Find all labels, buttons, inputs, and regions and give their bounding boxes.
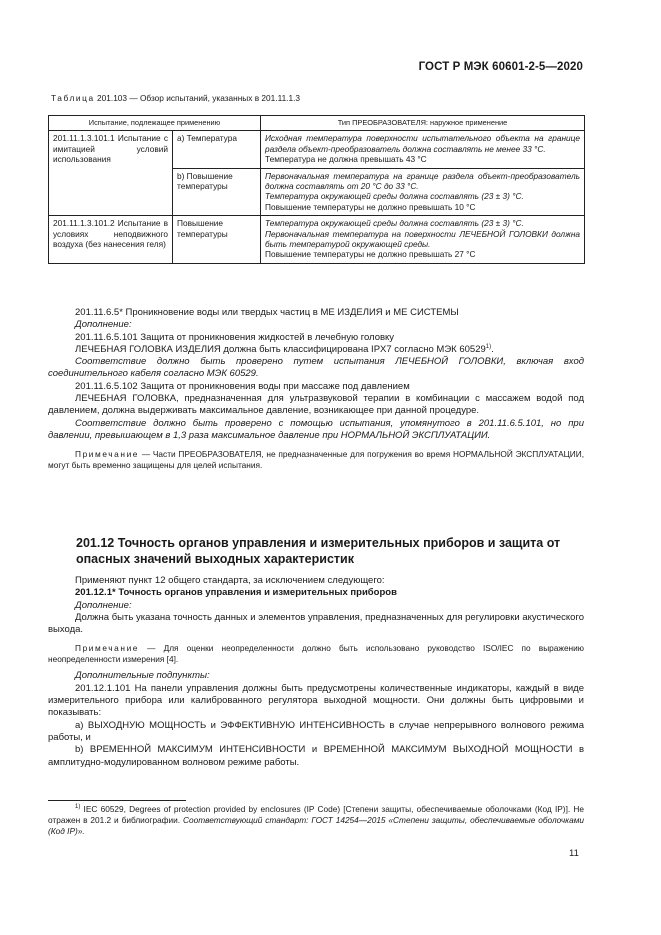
section-heading: 201.12 Точность органов управления и измерительных приборов и защита от опасных значений выходных характеристик: [76, 536, 561, 566]
requirement-text: Должна быть указана точность данных и элементов управления, предназначенных для регулировки акустического выхода.: [48, 611, 584, 636]
subclause-title: 201.11.6.5.102 Защита от проникновения воды при массаже под давлением: [75, 380, 410, 392]
table-desc-italic: Первоначальная температура на поверхности ЛЕЧЕБНОЙ ГОЛОВКИ должна быть температурой окружающей среды.: [265, 228, 580, 250]
standard-header: ГОСТ Р МЭК 60601-2-5—2020: [418, 61, 583, 73]
table-row: [49, 131, 585, 168]
note: [48, 449, 584, 471]
note-text: — Для оценки неопределенности должно быть использовано руководство ISO/IEC по выражению неопределенности измерения [4].: [48, 643, 584, 665]
subclause-title: 201.11.6.5.101 Защита от проникновения жидкостей в лечебную головку: [75, 331, 395, 343]
requirement-text: 201.12.1.101 На панели управления должны быть предусмотрены количественные индикаторы, каждый в виде измерительного прибора или калиброванного регулятора выходной мощности. Они должны быть цифровыми и показывать:: [48, 682, 584, 719]
table-desc-italic: Исходная температура поверхности испытательного объекта на границе раздела объект-преобразователь должна составлять не менее 33 °C.: [265, 133, 580, 154]
body-text-block: [48, 307, 584, 471]
table-cell-test: 201.11.1.3.101.1 Испытание с имитацией условий использования: [49, 131, 173, 216]
table-col-header-test: Испытание, подлежащее применению: [49, 116, 261, 131]
table-cell-desc: [261, 216, 585, 264]
table-header-row: [49, 116, 585, 131]
clause-title: 201.11.6.5* Проникновение воды или твердых частиц в МЕ ИЗДЕЛИЯ и МЕ СИСТЕМЫ: [75, 307, 459, 318]
table-row: [49, 216, 585, 264]
footnote-body-italic: Соответствующий стандарт: ГОСТ 14254—2015 «Степени защиты, обеспечиваемые оболочками (Код IP)».: [48, 815, 584, 836]
requirement-text: ЛЕЧЕБНАЯ ГОЛОВКА, предназначенная для ультразвуковой терапии в комбинации с массажем водой под давлением, должна выдерживать максимальное давление, возникающее при данной процедуре.: [48, 393, 584, 417]
note-label: Примечание: [75, 643, 140, 654]
table-caption-word: Таблица: [51, 93, 95, 103]
note-label: Примечание: [75, 449, 140, 460]
compliance-text: Соответствие должно быть проверено путем испытания ЛЕЧЕБНОЙ ГОЛОВКИ, включая вход соединительного кабеля согласно МЭК 60529.: [48, 356, 584, 380]
requirement-text-end: .: [491, 343, 494, 355]
additional-subclauses-label: Дополнительные подпункты:: [75, 670, 210, 682]
table-cell-desc: [261, 131, 585, 168]
requirement-text-main: ЛЕЧЕБНАЯ ГОЛОВКА ИЗДЕЛИЯ должна быть классифицирована IPX7 согласно МЭК 60529: [75, 343, 486, 355]
footnote-mark: 1): [75, 804, 81, 811]
table-desc-italic: Температура окружающей среды должна составлять (23 ± 3) °C.: [265, 191, 524, 202]
table-cell-param: b) Повышение температуры: [173, 168, 261, 216]
amendment-label: Дополнение:: [75, 319, 132, 331]
section-body: [48, 575, 584, 769]
footnote-text: [48, 804, 584, 837]
page-number: 11: [569, 848, 579, 859]
requirement-text: [48, 344, 584, 356]
footnote: [48, 804, 584, 837]
table-desc-plain: Повышение температуры не должно превышать 10 °C: [265, 201, 476, 212]
subclause-heading: 201.12.1* Точность органов управления и измерительных приборов: [75, 587, 397, 599]
table-col-header-type: Тип ПРЕОБРАЗОВАТЕЛЯ: наружное применение: [261, 116, 585, 131]
tests-overview-table: [48, 115, 585, 264]
list-item: a) ВЫХОДНУЮ МОЩНОСТЬ и ЭФФЕКТИВНУЮ ИНТЕНСИВНОСТЬ в случае непрерывного волнового режима работы, и: [48, 719, 584, 743]
footnote-ref: 1): [485, 343, 492, 350]
section-intro: Применяют пункт 12 общего стандарта, за исключением следующего:: [75, 575, 385, 586]
table-cell-param: Повышение температуры: [173, 216, 261, 264]
table-desc-plain: Температура не должна превышать 43 °C: [265, 154, 427, 165]
note-text: — Части ПРЕОБРАЗОВАТЕЛЯ, не предназначенные для погружения во время НОРМАЛЬНОЙ ЭКСПЛУАТАЦИИ, могут быть временно защищены для целей испытания.: [48, 449, 584, 471]
table-caption: [51, 93, 300, 103]
compliance-text: Соответствие должно быть проверено с помощью испытания, упомянутого в 201.11.6.5.101, но при давлении, превышающем в 1,3 раза максимальное давление при НОРМАЛЬНОЙ ЭКСПЛУАТАЦИИ.: [48, 417, 584, 441]
footnote-body: IEC 60529, Degrees of protection provided by enclosures (IP Code) [Степени защиты, обеспечиваемые оболочками (Код IP)]. Не отражен в 201.2 и библиографии.: [48, 804, 584, 825]
list-item: b) ВРЕМЕННОЙ МАКСИМУМ ИНТЕНСИВНОСТИ и ВРЕМЕННОЙ МАКСИМУМ ВЫХОДНОЙ МОЩНОСТИ в амплитудно-модулированном волновом режиме работы.: [48, 744, 584, 768]
table-cell-param: a) Температура: [173, 131, 261, 168]
table-cell-desc: [261, 168, 585, 216]
table-caption-text: 201.103 — Обзор испытаний, указанных в 201.11.1.3: [94, 93, 301, 103]
table-desc-italic: Температура окружающей среды должна составлять (23 ± 3) °C.: [265, 218, 524, 229]
amendment-label: Дополнение:: [75, 599, 132, 611]
table-cell-test: 201.11.1.3.101.2 Испытание в условиях неподвижного воздуха (без нанесения геля): [49, 216, 173, 264]
footnote-divider: [48, 800, 186, 801]
table-desc-italic: Первоначальная температура на границе раздела объект-преобразователь должна составлять от 20 °C до 33 °C.: [265, 170, 580, 192]
table-desc-plain: Повышение температуры не должно превышать 27 °C: [265, 249, 476, 260]
note: [48, 643, 584, 665]
